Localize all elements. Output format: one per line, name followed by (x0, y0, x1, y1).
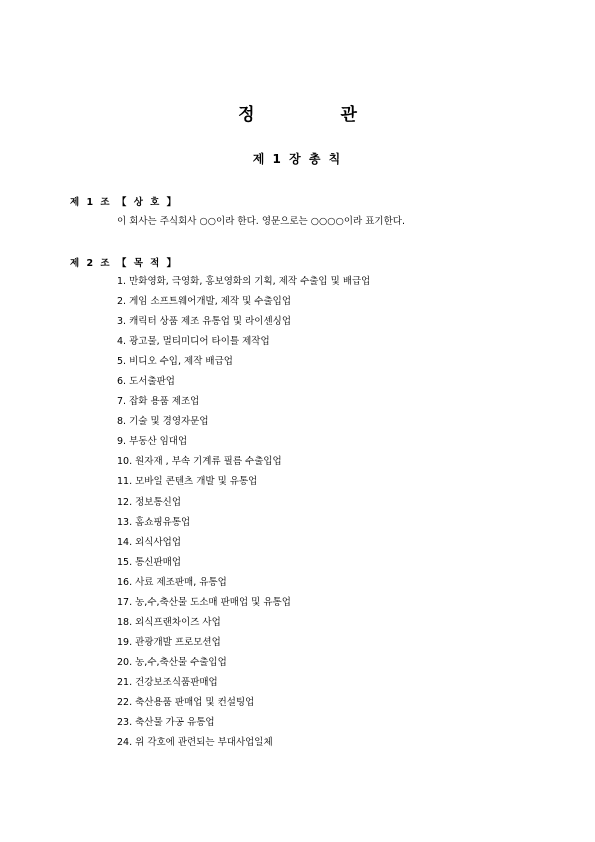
purpose-item: 8. 기술 및 경영자문업 (117, 416, 209, 428)
purpose-item: 9. 부동산 임대업 (117, 436, 188, 448)
purpose-item: 6. 도서출판업 (117, 376, 175, 388)
purpose-item: 22. 축산용품 판매업 및 컨설팅업 (117, 696, 255, 708)
article-1-text: 이 회사는 주식회사 ○○이라 한다. 영문으로는 ○○○○이라 표기한다. (117, 216, 405, 227)
purpose-item: 11. 모바일 콘텐츠 개발 및 유통업 (117, 476, 258, 488)
purpose-item: 5. 비디오 수입, 제작 배급업 (117, 356, 233, 368)
purpose-item: 12. 정보통신업 (117, 496, 182, 508)
purpose-item: 21. 건강보조식품판매업 (117, 676, 218, 688)
purpose-item: 18. 외식프랜차이즈 사업 (117, 616, 221, 628)
purpose-item: 14. 외식사업업 (117, 536, 182, 548)
document-title: 정 관 (238, 105, 397, 125)
purpose-item: 24. 위 각호에 관련되는 부대사업일체 (117, 737, 273, 749)
purpose-list (117, 275, 370, 756)
article-1-heading: 제 1 조 【 상 호 】 (70, 197, 179, 208)
purpose-item: 2. 게임 소프트웨어개발, 제작 및 수출입업 (117, 296, 292, 308)
chapter-title: 제 1 장 총 칙 (252, 152, 343, 166)
purpose-item: 1. 만화영화, 극영화, 홍보영화의 기획, 제작 수출입 및 배급업 (117, 276, 371, 287)
purpose-item: 16. 사료 제조판매, 유통업 (117, 576, 227, 588)
purpose-item: 23. 축산물 가공 유통업 (117, 717, 215, 729)
purpose-item: 7. 잡화 용품 제조업 (117, 396, 200, 408)
purpose-item: 15. 통신판매업 (117, 556, 182, 568)
purpose-item: 20. 농,수,축산물 수출입업 (117, 656, 227, 668)
purpose-item: 17. 농,수,축산물 도소매 판매업 및 유통업 (117, 596, 291, 608)
purpose-item: 3. 캐릭터 상품 제조 유통업 및 라이센싱업 (117, 316, 292, 328)
purpose-item: 19. 관광개발 프로모션업 (117, 636, 221, 648)
purpose-item: 13. 홈쇼핑유통업 (117, 516, 191, 528)
purpose-item: 10. 원자재 , 부속 기계류 필름 수출입업 (117, 456, 282, 468)
purpose-item: 4. 광고물, 멀티미디어 타이틀 제작업 (117, 336, 270, 348)
article-2-heading: 제 2 조 【 목 적 】 (70, 258, 179, 269)
